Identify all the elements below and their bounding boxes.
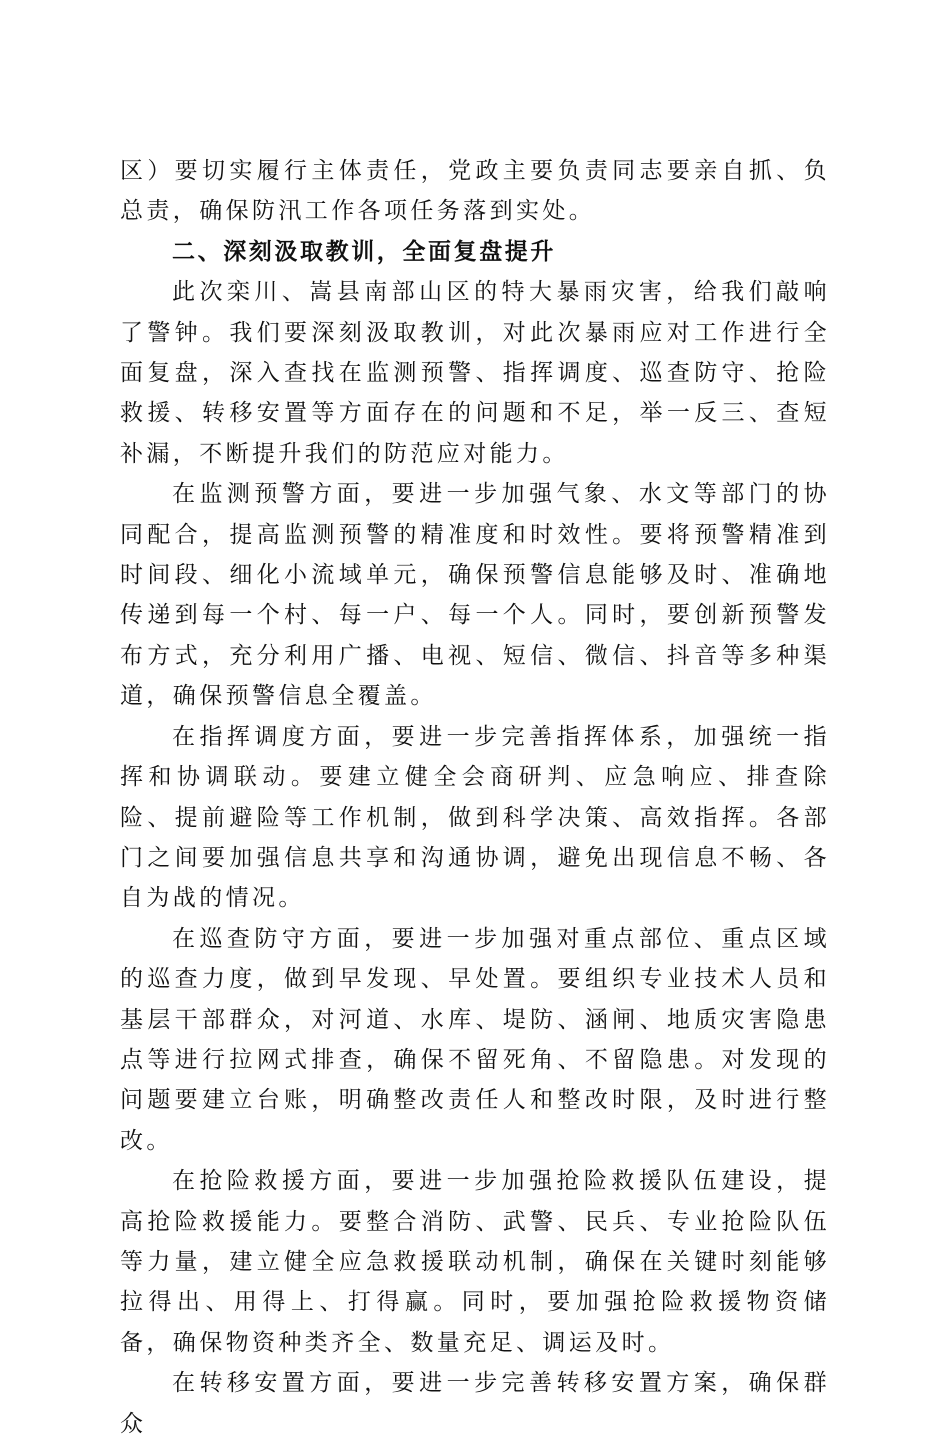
paragraph-rescue: 在抢险救援方面，要进一步加强抢险救援队伍建设，提高抢险救援能力。要整合消防、武警、民兵、专业抢险队伍等力量，建立健全应急救援联动机制，确保在关键时刻能够拉得出、用得上、打得赢。同时，要加强抢险救援物资储备，确保物资种类齐全、数量充足、调运及时。: [120, 1168, 830, 1356]
paragraph-relocation: 在转移安置方面，要进一步完善转移安置方案，确保群众: [120, 1370, 830, 1437]
paragraph-command: 在指挥调度方面，要进一步完善指挥体系，加强统一指挥和协调联动。要建立健全会商研判、应急响应、排查除险、提前避险等工作机制，做到科学决策、高效指挥。各部门之间要加强信息共享和沟通协调，避免出现信息不畅、各自为战的情况。: [120, 723, 830, 912]
document-body: [120, 151, 830, 1444]
paragraph-intro: 此次栾川、嵩县南部山区的特大暴雨灾害，给我们敲响了警钟。我们要深刻汲取教训，对此次暴雨应对工作进行全面复盘，深入查找在监测预警、指挥调度、巡查防守、抢险救援、转移安置等方面存在的问题和不足，举一反三、查短补漏，不断提升我们的防范应对能力。: [120, 279, 830, 467]
paragraph-monitoring: 在监测预警方面，要进一步加强气象、水文等部门的协同配合，提高监测预警的精准度和时效性。要将预警精准到时间段、细化小流域单元，确保预警信息能够及时、准确地传递到每一个村、每一户、每一个人。同时，要创新预警发布方式，充分利用广播、电视、短信、微信、抖音等多种渠道，确保预警信息全覆盖。: [120, 481, 830, 710]
paragraph-patrol: 在巡查防守方面，要进一步加强对重点部位、重点区域的巡查力度，做到早发现、早处置。要组织专业技术人员和基层干部群众，对河道、水库、堤防、涵闸、地质灾害隐患点等进行拉网式排查，确保不留死角、不留隐患。对发现的问题要建立台账，明确整改责任人和整改时限，及时进行整改。: [120, 925, 830, 1154]
paragraph-continuation: 区）要切实履行主体责任，党政主要负责同志要亲自抓、负总责，确保防汛工作各项任务落到实处。: [120, 158, 830, 225]
section-heading: 二、深刻汲取教训，全面复盘提升: [172, 238, 556, 265]
